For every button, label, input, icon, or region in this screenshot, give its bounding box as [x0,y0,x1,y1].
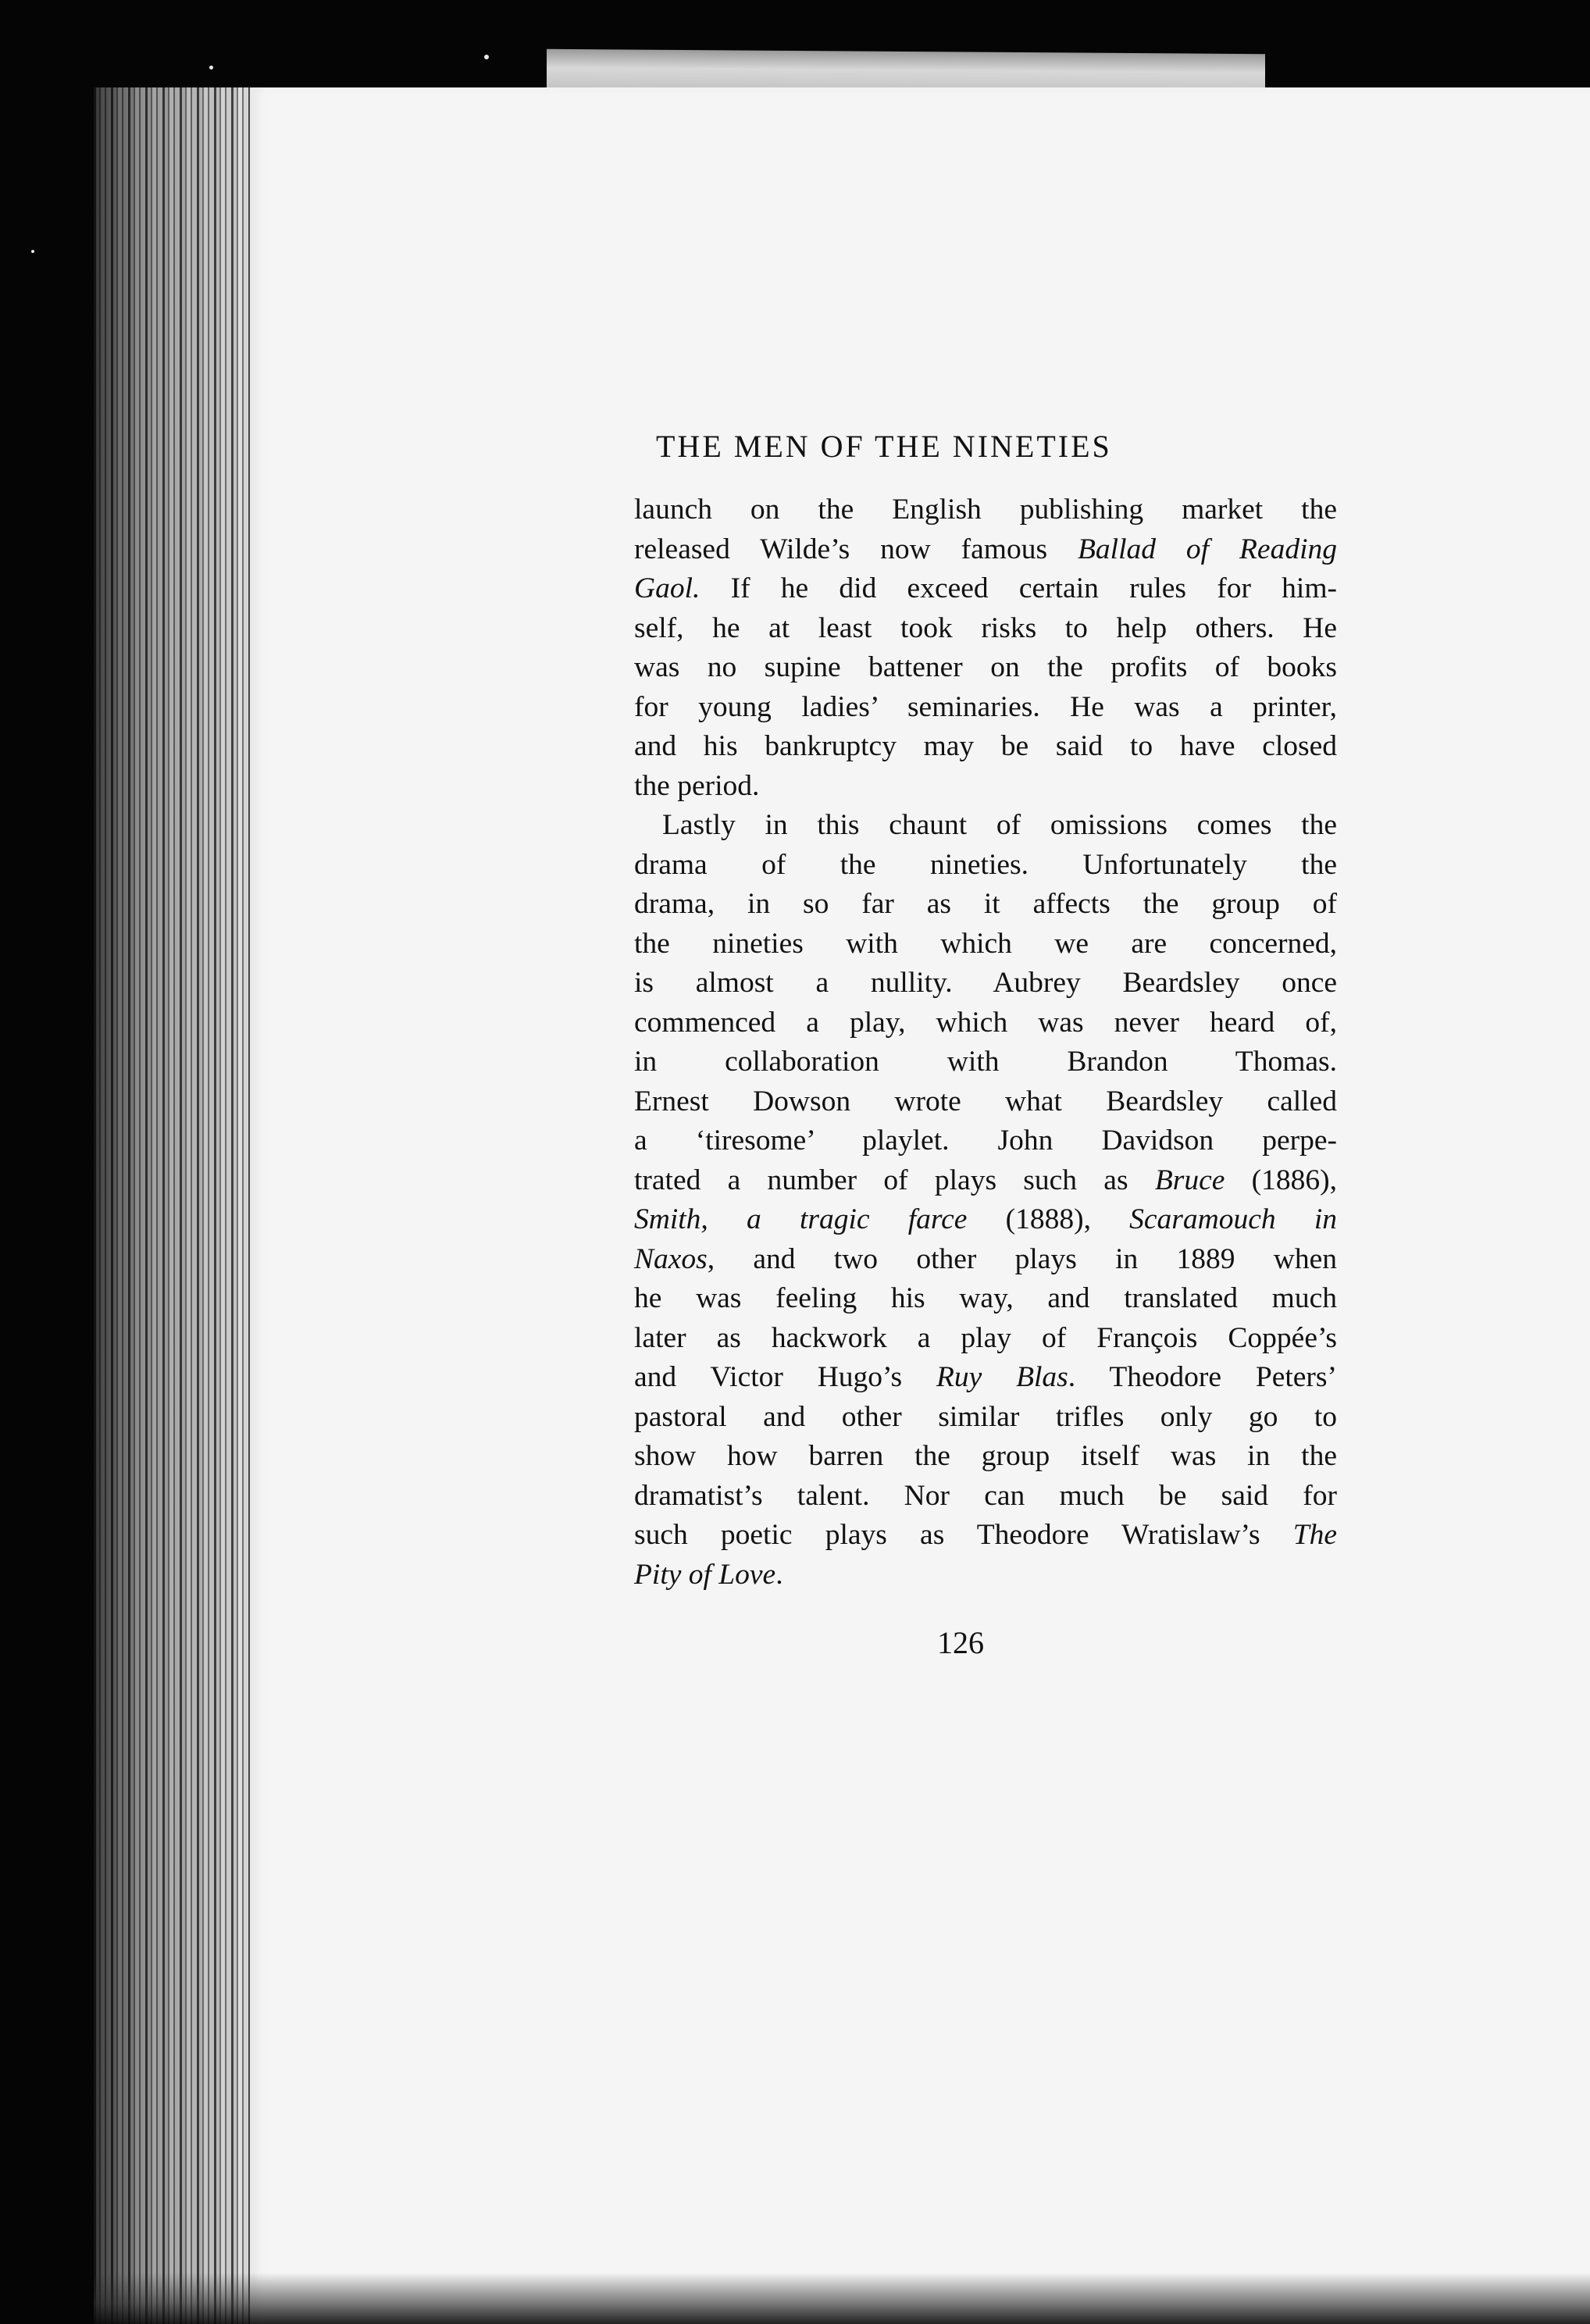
text-line: drama, in so far as it affects the group of [634,888,1337,920]
text-line: dramatist’s talent. Nor can much be said for [634,1479,1337,1512]
text-line: trated a number of plays such as Bruce (1886), [634,1164,1337,1196]
text-line: and Victor Hugo’s Ruy Blas. Theodore Peters’ [634,1361,1337,1393]
scan-speck [209,66,213,70]
text-line: Lastly in this chaunt of omissions comes the [662,809,1337,841]
text-line: released Wilde’s now famous Ballad of Reading [634,533,1337,565]
text-line: is almost a nullity. Aubrey Beardsley once [634,967,1337,999]
text-line: and his bankruptcy may be said to have closed [634,730,1337,762]
text-line: in collaboration with Brandon Thomas. [634,1046,1337,1078]
scan-speck [31,250,34,253]
running-head: THE MEN OF THE NINETIES [656,429,1112,464]
scan-speck [484,55,489,59]
text-line: the period. [634,769,760,802]
text-line: pastoral and other similar trifles only go to [634,1400,1337,1433]
text-line: Ernest Dowson wrote what Beardsley called [634,1085,1337,1117]
text-line: launch on the English publishing market the [634,494,1337,526]
page-number: 126 [937,1625,984,1660]
text-line: show how barren the group itself was in the [634,1440,1337,1472]
text-line: was no supine battener on the profits of books [634,651,1337,683]
text-line: Pity of Love. [634,1558,783,1591]
text-line: later as hackwork a play of François Coppée’s [634,1321,1337,1354]
text-line: commenced a play, which was never heard of, [634,1006,1337,1039]
text-line: the nineties with which we are concerned, [634,927,1337,960]
text-line: a ‘tiresome’ playlet. John Davidson perpe- [634,1125,1337,1157]
text-line: drama of the nineties. Unfortunately the [634,848,1337,881]
text-line: he was feeling his way, and translated much [634,1282,1337,1314]
text-line: self, he at least took risks to help others. He [634,611,1337,644]
text-line: for young ladies’ seminaries. He was a printer, [634,690,1337,723]
text-line: Gaol. If he did exceed certain rules for him- [634,572,1337,604]
text-line: Smith, a tragic farce (1888), Scaramouch in [634,1203,1337,1235]
gutter-shadow [94,87,266,2324]
text-line: Naxos, and two other plays in 1889 when [634,1242,1337,1275]
bottom-page-edge [94,2272,1590,2324]
text-line: such poetic plays as Theodore Wratislaw’s The [634,1519,1337,1551]
body-text [634,490,1337,1595]
